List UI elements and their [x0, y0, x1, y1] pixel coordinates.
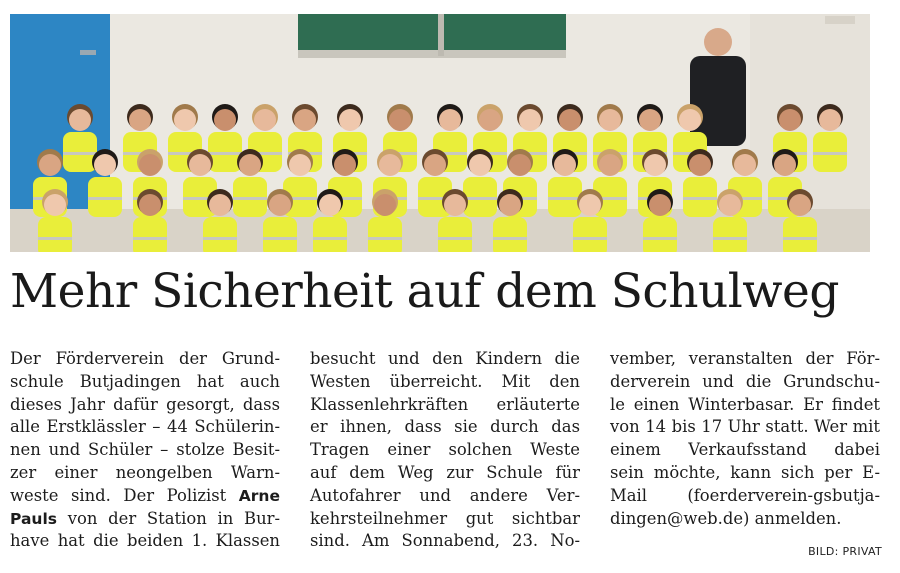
child-vest	[38, 217, 72, 252]
child-face	[779, 109, 801, 131]
child-face	[209, 194, 231, 216]
reflective-stripe	[573, 237, 607, 240]
child-face	[269, 194, 291, 216]
headline: Mehr Sicherheit auf dem Schulweg	[10, 264, 839, 319]
reflective-stripe	[63, 152, 97, 155]
article-photo	[10, 14, 870, 252]
child-vest	[438, 217, 472, 252]
text-line: dingen@web.de) anmelden.	[610, 508, 842, 528]
child-vest	[368, 217, 402, 252]
child-face	[339, 109, 361, 131]
text-line: vember, veranstalten der För-	[610, 349, 880, 368]
text-line: Mail (foerderverein-gsbutja-	[610, 485, 880, 505]
text-line: have hat die beiden 1. Klassen	[10, 531, 280, 551]
child-face	[479, 109, 501, 131]
text-line: Westen überreicht. Mit den	[310, 371, 580, 391]
class-photo-illustration	[10, 14, 870, 252]
child-face	[819, 109, 841, 131]
text-line: Autofahrer und andere Ver-	[310, 485, 580, 505]
child-vest	[493, 217, 527, 252]
child-face	[639, 109, 661, 131]
child-vest	[203, 217, 237, 252]
child-face	[139, 194, 161, 216]
child-face	[554, 154, 576, 176]
child-face	[679, 109, 701, 131]
photo-credit: BILD: PRIVAT	[808, 545, 882, 558]
reflective-stripe	[438, 237, 472, 240]
child-face	[559, 109, 581, 131]
text-line: er ihnen, dass sie durch das	[310, 417, 580, 437]
reflective-stripe	[133, 237, 167, 240]
child-face	[579, 194, 601, 216]
reflective-stripe	[713, 237, 747, 240]
child-face	[734, 154, 756, 176]
child-face	[289, 154, 311, 176]
text-line: sind. Am Sonnabend, 23. No-	[310, 531, 580, 551]
text-line: kehrsteilnehmer gut sichtbar	[310, 508, 580, 528]
child-face	[174, 109, 196, 131]
child-face	[254, 109, 276, 131]
child-face	[379, 154, 401, 176]
text-line: schule Butjadingen hat auch	[10, 371, 280, 391]
child-face	[44, 194, 66, 216]
reflective-stripe	[368, 237, 402, 240]
text-line: Pauls von der Station in Bur-	[10, 508, 280, 528]
child-face	[239, 154, 261, 176]
article-column-2	[310, 348, 580, 553]
child-face	[94, 154, 116, 176]
text-line: weste sind. Der Polizist Arne	[10, 485, 280, 505]
child-face	[644, 154, 666, 176]
reflective-stripe	[88, 197, 122, 200]
article-column-3	[610, 348, 880, 530]
child-face	[319, 194, 341, 216]
child-vest	[313, 217, 347, 252]
child-face	[374, 194, 396, 216]
child-face	[519, 109, 541, 131]
reflective-stripe	[313, 237, 347, 240]
child-face	[719, 194, 741, 216]
text-line: Der Förderverein der Grund-	[10, 349, 280, 368]
child-face	[129, 109, 151, 131]
child-face	[599, 109, 621, 131]
reflective-stripe	[813, 152, 847, 155]
reflective-stripe	[643, 237, 677, 240]
text-line: Klassenlehrkräften erläuterte	[310, 394, 580, 414]
child-face	[774, 154, 796, 176]
text-line: derverein und die Grundschu-	[610, 371, 880, 391]
child-face	[189, 154, 211, 176]
reflective-stripe	[493, 237, 527, 240]
text-line: nen und Schüler – stolze Besit-	[10, 440, 280, 460]
reflective-stripe	[683, 197, 717, 200]
text-line: auf dem Weg zur Schule für	[310, 462, 580, 482]
child-face	[689, 154, 711, 176]
child-face	[649, 194, 671, 216]
reflective-stripe	[208, 152, 242, 155]
text-line: sein möchte, kann sich per E-	[610, 462, 880, 482]
text-line: le einen Winterbasar. Er findet	[610, 394, 880, 414]
person-name-first: Arne	[238, 486, 280, 505]
text-line: von 14 bis 17 Uhr statt. Wer mit	[610, 417, 880, 437]
reflective-stripe	[38, 237, 72, 240]
reflective-stripe	[203, 237, 237, 240]
reflective-stripe	[783, 237, 817, 240]
child-face	[444, 194, 466, 216]
text-line: besucht und den Kindern die	[310, 349, 580, 368]
child-face	[599, 154, 621, 176]
child-vest	[643, 217, 677, 252]
person-name-last: Pauls	[10, 509, 57, 528]
text-line: zer einer neongelben Warn-	[10, 462, 280, 482]
child-face	[789, 194, 811, 216]
reflective-stripe	[548, 197, 582, 200]
chalkboard	[298, 14, 566, 56]
child-face	[499, 194, 521, 216]
reflective-stripe	[233, 197, 267, 200]
child-face	[424, 154, 446, 176]
child-vest	[573, 217, 607, 252]
child-vest	[783, 217, 817, 252]
child-face	[439, 109, 461, 131]
child-face	[389, 109, 411, 131]
child-face	[69, 109, 91, 131]
text-line: dieses Jahr dafür gesorgt, dass	[10, 394, 280, 414]
reflective-stripe	[263, 237, 297, 240]
text-line: einem Verkaufsstand dabei	[610, 440, 880, 460]
child-vest	[713, 217, 747, 252]
child-face	[39, 154, 61, 176]
text-line: alle Erstklässler – 44 Schülerin-	[10, 417, 280, 437]
child-vest	[133, 217, 167, 252]
child-face	[509, 154, 531, 176]
child-face	[469, 154, 491, 176]
child-face	[214, 109, 236, 131]
child-vest	[263, 217, 297, 252]
child-face	[334, 154, 356, 176]
text-line: Tragen einer solchen Weste	[310, 440, 580, 460]
article-column-1	[10, 348, 280, 553]
reflective-stripe	[463, 197, 497, 200]
child-face	[139, 154, 161, 176]
child-face	[294, 109, 316, 131]
